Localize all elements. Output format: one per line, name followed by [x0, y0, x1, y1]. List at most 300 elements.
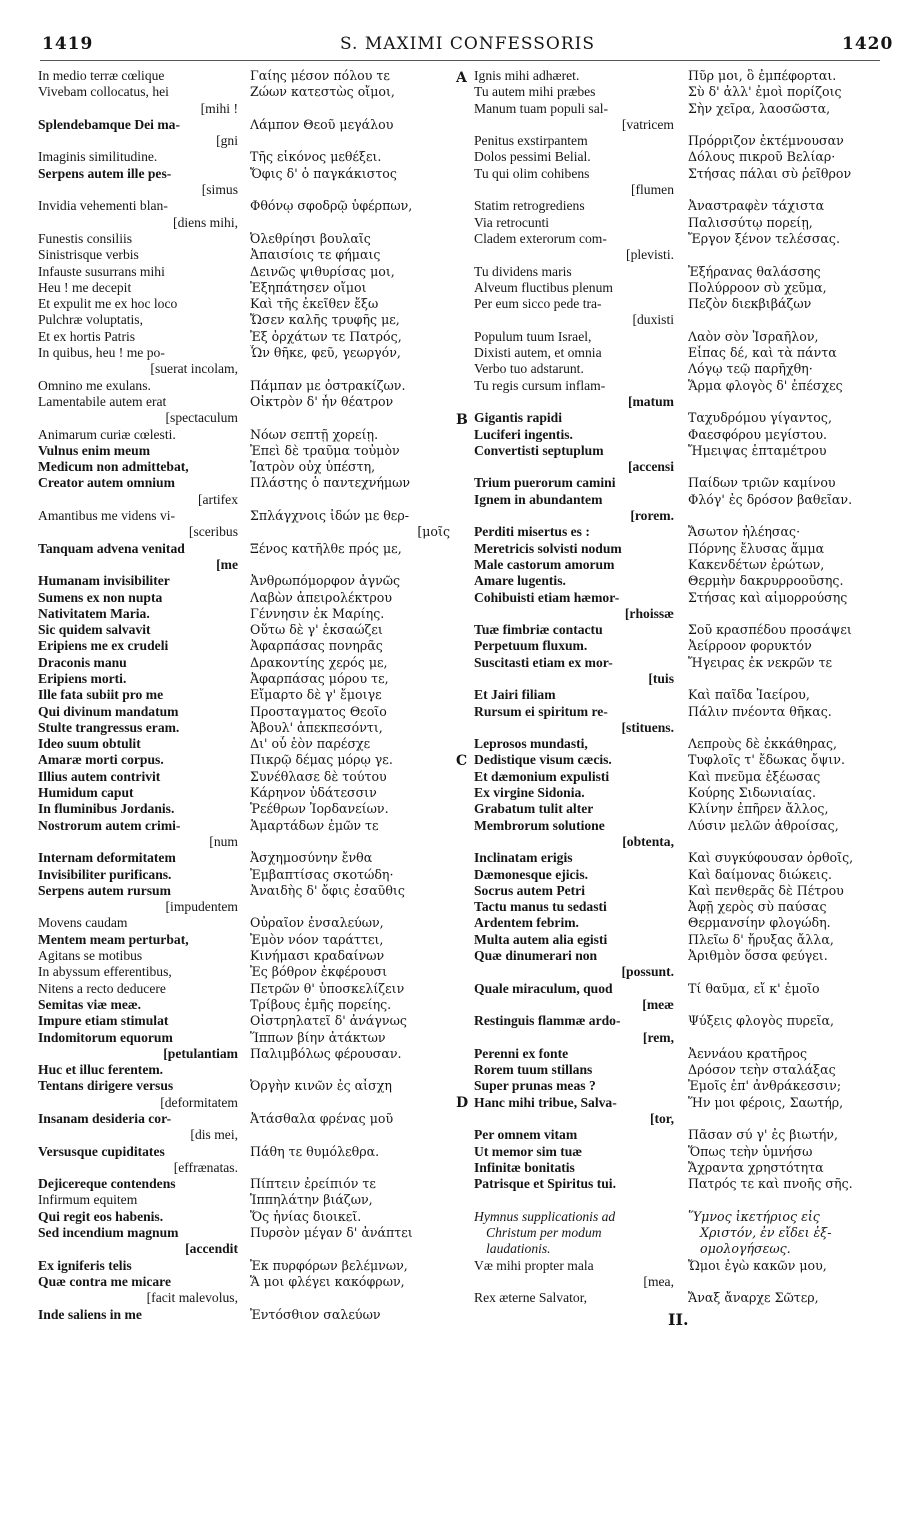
text-line: Christum per modum — [486, 1225, 602, 1241]
text-line: Stulte trangressus eram. — [38, 719, 180, 735]
text-line: Ψύξεις φλογὸς πυρεῖα, — [688, 1013, 835, 1029]
text-line — [688, 834, 894, 850]
text-line: Σπλάγχνοις ἰδών με θερ- — [250, 508, 409, 524]
text-line: Πλεῖω δ' ἤρυξας ἄλλα, — [688, 931, 834, 947]
text-line — [250, 557, 450, 573]
text-line: Θερμανσίην φλογώδη. — [688, 915, 831, 931]
text-line: [artifex — [198, 491, 238, 507]
text-line: [accensi — [627, 459, 674, 475]
right-page-number: 1420 — [842, 34, 894, 54]
text-line: Tu dividens maris — [474, 263, 572, 279]
text-line: Cohibuisti etiam hæmor- — [474, 589, 620, 605]
text-line: Οὐραῖον ἐνσαλεύων, — [250, 915, 384, 931]
text-line: Ἱππηλάτην βιάζων, — [250, 1192, 373, 1208]
text-line: Tactu manus tu sedasti — [474, 899, 607, 915]
text-line — [250, 133, 450, 149]
text-line: Τρίβους ἐμῆς πορείης. — [250, 996, 392, 1012]
text-line: [μοῖς — [417, 524, 450, 540]
section-number: II. — [668, 1310, 689, 1329]
text-line: Et expulit me ex hoc loco — [38, 296, 178, 312]
text-line: Ἀναιδὴς δ' ὄφις ἐσαῦθις — [250, 882, 405, 898]
text-line: Δρόσον τεὴν σταλάξας — [688, 1062, 836, 1078]
text-line: Animarum curiæ cœlesti. — [38, 426, 176, 442]
text-line: Τῆς εἰκόνος μεθέξει. — [250, 149, 382, 165]
text-line: Σὺ δ' ἀλλ' ἐμοὶ πορίζοις — [688, 84, 842, 100]
text-line: Nativitatem Maria. — [38, 605, 150, 621]
text-line: Πάμπαν με ὀστρακίζων. — [250, 377, 406, 393]
text-line: Γαίης μέσον πόλου τε — [250, 68, 390, 83]
text-line: Ὀργὴν κινῶν ἐς αἶσχη — [250, 1078, 392, 1094]
text-line: [diens mihi, — [173, 214, 238, 230]
page-header — [0, 34, 920, 56]
text-line: Σοῦ κρασπέδου προσάψει — [688, 622, 852, 638]
text-line: Ξένος κατῆλθε πρός με, — [250, 540, 402, 556]
text-line: [tuis — [648, 670, 674, 686]
text-line: Δρακοντίης χερός με, — [250, 654, 388, 670]
text-line: Inde saliens in me — [38, 1306, 142, 1322]
text-line: Ἐμὸν νόον ταράττει, — [250, 931, 384, 947]
text-line: Ἀτάσθαλα φρένας μοῦ — [250, 1111, 394, 1126]
text-line: Indomitorum equorum — [38, 1029, 173, 1045]
text-line — [250, 1095, 450, 1111]
text-line: Πόρνης ἔλυσας ἅμμα — [688, 540, 825, 556]
text-line: Πικρῷ δέμας μόρῳ γε. — [250, 752, 393, 768]
text-line: In abyssum efferentibus, — [38, 964, 172, 980]
text-line: Multa autem alia egisti — [474, 931, 608, 947]
text-line: Οὕτω δὲ γ' ἐκσαώζει — [250, 622, 383, 638]
text-line: Ἤγειρας ἐκ νεκρῶν τε — [688, 654, 833, 670]
text-line: Ἄσωτον ἠλέησας· — [688, 524, 801, 540]
text-line: Παλισσύτῳ πορείῃ, — [688, 214, 813, 230]
text-line: Serpens autem rursum — [38, 882, 171, 898]
text-line: Ille fata subiit pro me — [38, 687, 164, 703]
text-line: Dæmonesque ejicis. — [474, 866, 589, 882]
text-line: [num — [209, 833, 238, 849]
text-line: Φθόνῳ σφοδρῷ ὑφέρπων, — [250, 198, 413, 214]
text-line: [petulantiam — [163, 1045, 238, 1061]
text-line: Internam deformitatem — [38, 850, 176, 866]
text-line: [simus — [201, 182, 238, 198]
text-line: Κινήμασι κραδαίνων — [250, 948, 385, 964]
text-line — [250, 1160, 450, 1176]
text-line: Patrisque et Spiritus tui. — [474, 1176, 616, 1192]
text-line: Πετρῶν θ' ὑποσκελίζειν — [250, 980, 405, 996]
text-line: Προσταγματος Θεοῖο — [250, 703, 387, 719]
text-line: Vivebam collocatus, hei — [38, 84, 169, 100]
text-line: Via retrocunti — [474, 214, 550, 230]
text-line — [688, 117, 894, 133]
text-line: Ἀβουλ' ἀπεκπεσόντι, — [250, 719, 383, 735]
text-line: Tanquam advena venitad — [38, 540, 185, 556]
text-line: [obtenta, — [622, 833, 674, 849]
text-line: Manum tuam populi sal- — [474, 100, 609, 116]
text-line: Καὶ δαίμονας διώκεις. — [688, 866, 833, 882]
text-line: Quæ contra me micare — [38, 1273, 172, 1289]
text-line: Ζώων κατεστὼς οἴμοι, — [250, 84, 395, 100]
text-line: Ἀνθρωπόμορφον ἀγνῶς — [250, 573, 401, 589]
text-line: Luciferi ingentis. — [474, 426, 573, 442]
text-line: [mihi ! — [200, 100, 238, 116]
text-line: Ὧν θῆκε, φεῦ, γεωργόν, — [250, 345, 401, 361]
text-line — [688, 964, 894, 980]
text-line: Παίδων τριῶν καμίνου — [688, 475, 836, 491]
text-line: Trium puerorum camini — [474, 475, 616, 491]
text-line: Πολύρροον σὺ χεῦμα, — [688, 279, 827, 295]
text-line: Ex igniferis telis — [38, 1257, 132, 1273]
text-line: Ἀείρροον φορυκτόν — [688, 638, 812, 654]
text-line: Dedistique visum cæcis. — [474, 752, 612, 768]
text-line — [250, 182, 450, 198]
text-line: Πυρσὸν μέγαν δ' ἀνάπτει — [250, 1225, 413, 1241]
left-page-number: 1419 — [42, 34, 94, 54]
text-line: Rex æterne Salvator, — [474, 1290, 588, 1306]
text-line: Ἰατρὸν οὐχ ὑπέστη, — [250, 459, 376, 475]
text-line: Medicum non admittebat, — [38, 459, 189, 475]
text-line: Amare lugentis. — [474, 573, 566, 589]
text-line: Invisibiliter purificans. — [38, 866, 172, 882]
text-line: Dolos pessimi Belial. — [474, 149, 591, 165]
running-title: S. MAXIMI CONFESSORIS — [340, 34, 595, 54]
text-line: Penitus exstirpantem — [474, 133, 588, 149]
text-line: Ardentem febrim. — [474, 915, 579, 931]
text-line: Ἤμειψας ἑπταμέτρου — [688, 442, 827, 458]
text-line: [accendit — [185, 1241, 238, 1257]
text-line: Ἀφῇ χερὸς σὺ παύσας — [688, 899, 827, 915]
text-line: Ὄφις δ' ὁ παγκάκιστος — [250, 165, 397, 181]
text-line: Infirmum equitem — [38, 1192, 138, 1208]
text-line — [250, 215, 450, 231]
text-line — [250, 899, 450, 915]
text-line: Leprosos mundasti, — [474, 736, 588, 752]
text-line: Κάρηνον ὑδάτεσσιν — [250, 785, 377, 801]
text-line: Λεπροὺς δὲ ἐκκάθηρας, — [688, 736, 838, 752]
text-line: Πατρός τε καὶ πνοῆς σῆς. — [688, 1176, 853, 1192]
text-line: [possunt. — [621, 964, 674, 980]
text-line: Λαβὼν ἀπειρολέκτρου — [250, 589, 393, 605]
text-line: Ἐξήρανας θαλάσσης — [688, 263, 821, 279]
text-line: Imaginis similitudine. — [38, 149, 158, 165]
text-line: Ἀπαισίοις τε φήμαις — [250, 247, 381, 263]
text-line: Ἐπεὶ δὲ τραῦμα τοὐμὸν — [250, 442, 400, 458]
text-line: Quæ dinumerari non — [474, 948, 598, 964]
text-line — [250, 1241, 450, 1257]
text-line: Versusque cupiditates — [38, 1143, 165, 1159]
text-line — [688, 1192, 894, 1208]
text-line: [mea, — [643, 1273, 674, 1289]
text-line: Perpetuum fluxum. — [474, 638, 588, 654]
text-line: Πλάστης ὁ παντεχνήμων — [250, 475, 411, 491]
text-line: Ex virgine Sidonia. — [474, 785, 585, 801]
text-line: Et ex hortis Patris — [38, 328, 136, 344]
text-line: ομολογήσεως. — [700, 1241, 791, 1257]
text-line: Καὶ τῆς ἐκεῖθεν ἔξω — [250, 296, 379, 312]
text-line: Ἐκ πυρφόρων βελέμνων, — [250, 1257, 408, 1273]
text-line: Ἀσχημοσύνην ἔνθα — [250, 850, 373, 866]
text-line: Lamentabile autem erat — [38, 393, 167, 409]
text-line: Membrorum solutione — [474, 817, 605, 833]
text-line: Per eum sicco pede tra- — [474, 296, 602, 312]
text-line: Ἐντόσθιον σαλεύων — [250, 1306, 381, 1322]
text-line — [688, 312, 894, 328]
text-line: [effrænatas. — [173, 1159, 238, 1175]
text-line: Hymnus supplicationis ad — [474, 1208, 616, 1224]
text-line: In fluminibus Jordanis. — [38, 801, 175, 817]
text-line: Ἵππων βίην ἀτάκτων — [250, 1029, 386, 1045]
text-line: Πᾶσαν σύ γ' ἐς βιωτήν, — [688, 1127, 838, 1143]
text-line: Rorem tuum stillans — [474, 1062, 593, 1078]
text-line: Καὶ πνεῦμα ἐξέωσας — [688, 768, 821, 784]
text-line: Νόων σεπτῇ χορείῃ. — [250, 426, 379, 442]
header-rule — [40, 60, 880, 61]
text-line: Οἰκτρὸν δ' ἦν θέατρον — [250, 393, 394, 409]
text-line: Qui regit eos habenis. — [38, 1208, 164, 1224]
text-line: Πῦρ μοι, ὃ ἐμπέφορται. — [688, 68, 837, 83]
text-line: [rorem. — [630, 508, 674, 524]
text-line: [facit malevolus, — [146, 1290, 238, 1306]
margin-marker-a: A — [456, 70, 467, 86]
text-line: Γέννησιν ἐκ Μαρίης. — [250, 605, 385, 621]
text-line: Tu regis cursum inflam- — [474, 377, 606, 393]
text-line: Infinitæ bonitatis — [474, 1159, 575, 1175]
text-line: [spectaculum — [165, 410, 238, 426]
text-line: Eripiens me ex crudeli — [38, 638, 169, 654]
greek-column-right — [688, 68, 894, 1307]
text-line: Ἥν μοι φέροις, Σαωτήρ, — [688, 1094, 844, 1110]
text-line: Gigantis rapidi — [474, 410, 563, 426]
text-line: Draconis manu — [38, 654, 127, 670]
text-line: [gni — [216, 133, 238, 149]
text-line: [matum — [627, 393, 674, 409]
text-line: Agitans se motibus — [38, 948, 143, 964]
text-line: Ἐς βόθρον ἐκφέρουσι — [250, 964, 388, 980]
text-line: [vatricem — [621, 116, 674, 132]
text-line: Τυφλοῖς τ' ἔδωκας ὄψιν. — [688, 752, 845, 768]
text-line: Ignem in abundantem — [474, 491, 603, 507]
text-line: Πάλιν πνέοντα θῆκας. — [688, 703, 832, 719]
text-line: Sumens ex non nupta — [38, 589, 163, 605]
text-line: Συνέθλασε δὲ τούτου — [250, 768, 387, 784]
text-line: Ἁμαρτάδων ἐμῶν τε — [250, 817, 379, 833]
text-line: Ταχυδρόμου γίγαντος, — [688, 410, 832, 426]
margin-marker-d: D — [456, 1095, 469, 1111]
text-line: Invidia vehementi blan- — [38, 198, 168, 214]
text-line: [rem, — [642, 1029, 674, 1045]
text-line — [474, 1192, 674, 1208]
text-line: Verbo tuo adstarunt. — [474, 361, 584, 377]
text-line — [688, 394, 894, 410]
text-line: Nostrorum autem crimi- — [38, 817, 181, 833]
text-line: Ὕμνος ἱκετήριος εἰς — [688, 1208, 820, 1224]
text-line: Insanam desideria cor- — [38, 1111, 172, 1126]
text-line: Ἀφαρπάσας μόρου τε, — [250, 670, 389, 686]
text-line: [deformitatem — [160, 1094, 238, 1110]
text-line: Ὤσεν καλῆς τρυφῆς με, — [250, 312, 400, 328]
text-line: Perenni ex fonte — [474, 1045, 569, 1061]
text-line: Ἀριθμὸν ὅσσα φεύγει. — [688, 948, 828, 964]
text-line: Κακενδέτων ἐρώτων, — [688, 556, 825, 572]
text-line: Φαεσφόρου μεγίστου. — [688, 426, 827, 442]
text-line: Hanc mihi tribue, Salva- — [474, 1094, 617, 1110]
greek-column-left — [250, 68, 450, 1323]
text-line: [flumen — [630, 182, 674, 198]
text-line — [250, 1062, 450, 1078]
text-line: Cladem exterorum com- — [474, 230, 607, 246]
text-line: Οἰστρηλατεῖ δ' ἀνάγνως — [250, 1013, 407, 1029]
text-line: Λύσιν μελῶν ἀθροίσας, — [688, 817, 839, 833]
text-line: Tuæ fimbriæ contactu — [474, 622, 603, 638]
text-line: Restinguis flammæ ardo- — [474, 1013, 621, 1029]
text-line — [250, 101, 450, 117]
text-line: Φλόγ' ἐς δρόσον βαθεῖαν. — [688, 491, 853, 507]
text-line: Πίπτειν ἐρείπιόν τε — [250, 1176, 376, 1192]
text-line: Λόγῳ τεῷ παρῆχθη· — [688, 361, 813, 377]
text-line: Ἀφαρπάσας πονηρᾶς — [250, 638, 383, 654]
text-line: [impudentem — [165, 899, 238, 915]
text-line: Tu qui olim cohibens — [474, 165, 590, 181]
text-line: Ἐξ ὀρχάτων τε Πατρός, — [250, 328, 402, 344]
text-line: Heu ! me decepit — [38, 279, 132, 295]
text-line: Πρόρριζον ἐκτέμνουσαν — [688, 133, 844, 149]
margin-marker-b: B — [456, 412, 468, 428]
text-line — [688, 508, 894, 524]
text-line: Δεινῶς ψιθυρίσας μοι, — [250, 263, 395, 279]
text-line — [688, 247, 894, 263]
text-line: Convertisti septuplum — [474, 442, 604, 458]
text-line: Male castorum amorum — [474, 556, 615, 572]
text-line: Serpens autem ille pes- — [38, 165, 172, 181]
text-line: Inclinatam erigis — [474, 850, 573, 866]
text-line: [dis mei, — [190, 1127, 238, 1143]
text-line: Πεζὸν διεκβιβάζων — [688, 296, 812, 312]
text-line — [688, 1111, 894, 1127]
text-line: Ἐμοῖς ἐπ' ἀνθράκεσσιν; — [688, 1078, 842, 1094]
text-line: Δόλους πικροῦ Βελίαρ· — [688, 149, 836, 165]
text-line: Tentans dirigere versus — [38, 1078, 174, 1094]
text-line: Ἄχραντα χρηστότητα — [688, 1159, 824, 1175]
text-line: Vulnus enim meum — [38, 442, 151, 458]
text-line — [688, 997, 894, 1013]
text-line: Sic quidem salvavit — [38, 622, 151, 638]
text-line: Mentem meam perturbat, — [38, 931, 189, 947]
text-line: Πάθη τε θυμόλεθρα. — [250, 1143, 380, 1159]
text-line: Θερμὴν δακρυρροοῦσης. — [688, 573, 844, 589]
text-line: Ὅπως τεὴν ὑμνήσω — [688, 1143, 813, 1159]
text-line: Infauste susurrans mihi — [38, 263, 165, 279]
text-line: Εἴμαρτο δὲ γ' ἔμοιγε — [250, 687, 382, 703]
text-line: Dixisti autem, et omnia — [474, 345, 602, 361]
text-line: [suerat incolam, — [150, 361, 238, 377]
latin-column-right — [474, 68, 674, 1307]
text-line: Παλιμβόλως φέρουσαν. — [250, 1045, 402, 1061]
text-line: Τί θαῦμα, εἴ κ' ἐμοῖο — [688, 980, 820, 996]
text-line: Χριστόν, ἐν εἴδει ἐξ- — [700, 1225, 832, 1241]
text-line: Ignis mihi adhæret. — [474, 68, 580, 83]
text-line: Super prunas meas ? — [474, 1078, 596, 1094]
text-line: Δι' οὗ ἑὸν παρέσχε — [250, 736, 371, 752]
text-line — [688, 1274, 894, 1290]
text-line: Sinistrisque verbis — [38, 247, 139, 263]
text-line: Ἅρμα φλογὸς δ' ἐπέσχες — [688, 377, 843, 393]
text-line: [meæ — [642, 996, 674, 1012]
text-line: Per omnem vitam — [474, 1127, 578, 1143]
text-line: [sceribus — [188, 524, 238, 540]
text-line: [stituens. — [621, 719, 674, 735]
text-line — [250, 492, 450, 508]
text-line — [688, 606, 894, 622]
text-line: Impure etiam stimulat — [38, 1013, 169, 1029]
text-line: Socrus autem Petri — [474, 882, 585, 898]
text-line: Ὅς ἡνίας διοικεῖ. — [250, 1208, 362, 1224]
text-line: Ὀλεθρίησι βουλαῖς — [250, 230, 371, 246]
text-line: Nitens a recto deducere — [38, 980, 166, 996]
text-line: [plevisti. — [626, 247, 674, 263]
text-line: Κλίνην ἐπῆρεν ἄλλος, — [688, 801, 829, 817]
text-line: Σὴν χεῖρα, λαοσῶστα, — [688, 100, 831, 116]
text-line: Quale miraculum, quod — [474, 980, 613, 996]
text-line: Ἔργον ξένον τελέσσας. — [688, 230, 840, 246]
text-line: Ut memor sim tuæ — [474, 1143, 583, 1159]
text-line: Ὤμοι ἐγὼ κακῶν μου, — [688, 1257, 827, 1273]
text-line: Huc et illuc ferentem. — [38, 1062, 164, 1078]
text-line: [tor, — [649, 1111, 674, 1126]
text-line: Amantibus me videns vi- — [38, 508, 176, 524]
text-line: [rhoissæ — [624, 605, 674, 621]
text-line: Grabatum tulit alter — [474, 801, 594, 817]
text-line: Et Jairi filiam — [474, 687, 556, 703]
text-line: Ἅ μοι φλέγει κακόφρων, — [250, 1273, 405, 1289]
text-line — [688, 720, 894, 736]
text-line: Λαὸν σὸν Ἰσραῆλον, — [688, 328, 819, 344]
text-line — [688, 1030, 894, 1046]
text-line: Κούρης Σιδωνιαίας. — [688, 785, 816, 801]
text-line: Ἀεννάου κρατῆρος — [688, 1045, 808, 1061]
text-line — [250, 1290, 450, 1306]
text-line: Eripiens morti. — [38, 670, 127, 686]
text-line: Στήσας καὶ αἱμορρούσης — [688, 589, 848, 605]
text-line: Movens caudam — [38, 915, 128, 931]
text-line: Illius autem contrivit — [38, 768, 161, 784]
text-line: [me — [216, 556, 238, 572]
text-line: Dejicereque contendens — [38, 1176, 176, 1192]
text-line — [688, 459, 894, 475]
text-line: Splendebamque Dei ma- — [38, 116, 180, 132]
text-line: Καὶ παῖδα Ἰαείρου, — [688, 687, 810, 703]
text-line: Creator autem omnium — [38, 475, 175, 491]
text-line: Statim retrogrediens — [474, 198, 585, 214]
text-line: Λάμπον Θεοῦ μεγάλου — [250, 116, 394, 132]
text-line — [250, 410, 450, 426]
text-line: Pulchræ voluptatis, — [38, 312, 143, 328]
text-line — [250, 834, 450, 850]
text-line: Meretricis solvisti nodum — [474, 540, 622, 556]
text-line: Alveum fluctibus plenum — [474, 279, 613, 295]
text-line: Ἐξηπάτησεν οἴμοι — [250, 279, 367, 295]
text-line — [250, 1127, 450, 1143]
text-line: In medio terræ cœlique — [38, 68, 165, 83]
text-line: Humidum caput — [38, 785, 134, 801]
text-line: Rursum ei spiritum re- — [474, 703, 608, 719]
text-line: Ἐμβαπτίσας σκοτώδη· — [250, 866, 394, 882]
text-line — [688, 671, 894, 687]
text-line: Populum tuum Israel, — [474, 328, 592, 344]
text-line: Sed incendium magnum — [38, 1225, 179, 1241]
text-line: Suscitasti etiam ex mor- — [474, 654, 613, 670]
text-line: [duxisti — [632, 312, 674, 328]
text-line: Perditi misertus es : — [474, 524, 590, 540]
text-line: In quibus, heu ! me po- — [38, 345, 165, 361]
text-line: Ἄναξ ἄναρχε Σῶτερ, — [688, 1290, 819, 1306]
text-line: Amaræ morti corpus. — [38, 752, 164, 768]
